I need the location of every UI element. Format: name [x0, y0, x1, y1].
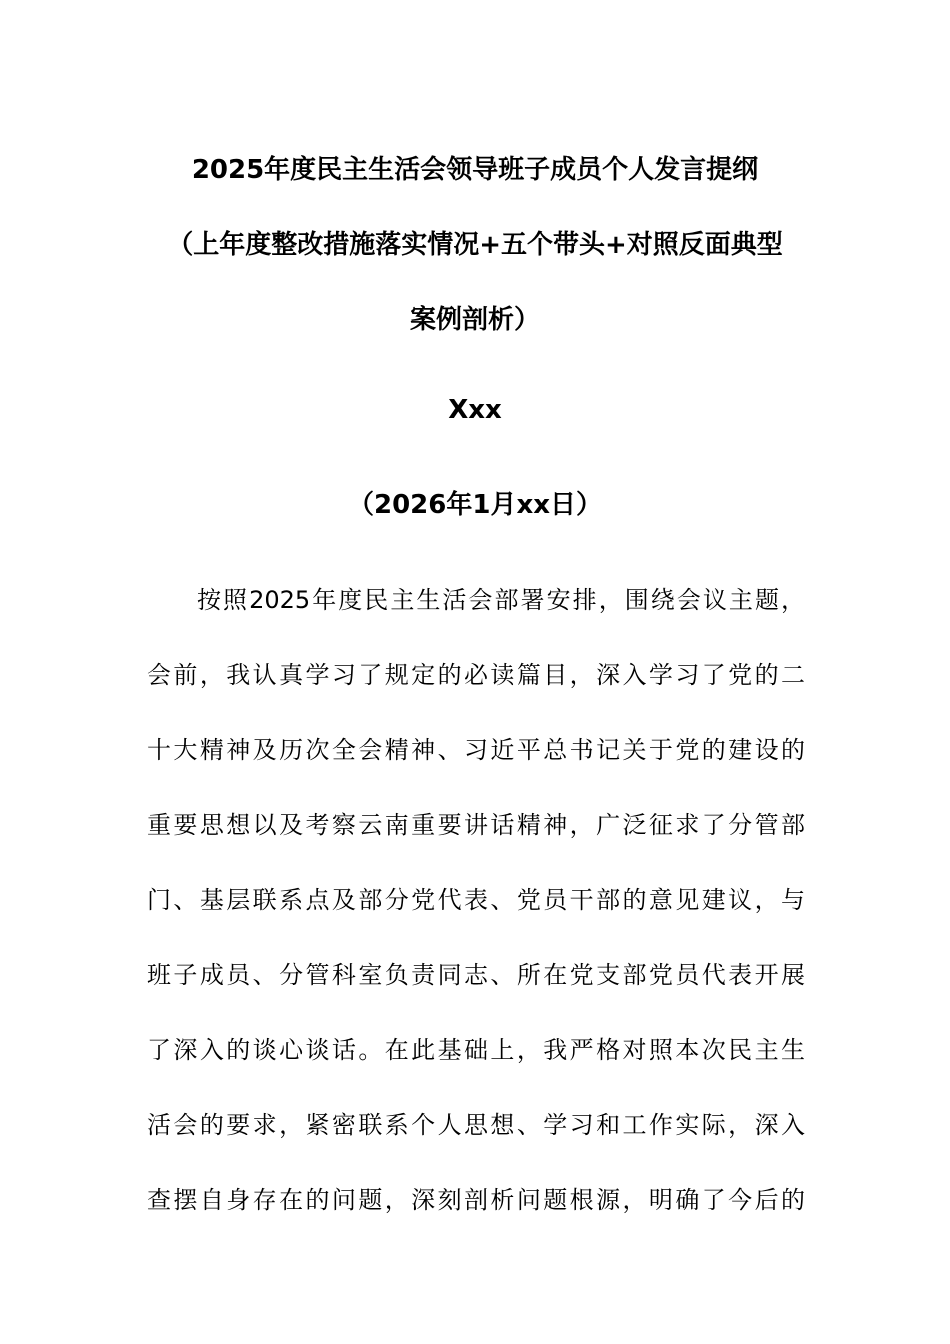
- author-name: Xxx: [448, 395, 502, 425]
- body-line: 活会的要求，紧密联系个人思想、学习和工作实际，深入: [147, 1111, 805, 1139]
- body-line: 十大精神及历次全会精神、习近平总书记关于党的建设的: [147, 736, 805, 764]
- body-line: 了深入的谈心谈话。在此基础上，我严格对照本次民主生: [147, 1036, 805, 1064]
- title-line-2: （上年度整改措施落实情况+五个带头+对照反面典型: [167, 230, 783, 260]
- body-line: 按照2025年度民主生活会部署安排，围绕会议主题，: [197, 586, 805, 614]
- title-line-1: 2025年度民主生活会领导班子成员个人发言提纲: [191, 155, 759, 185]
- document-date: （2026年1月xx日）: [348, 490, 602, 520]
- body-line: 班子成员、分管科室负责同志、所在党支部党员代表开展: [147, 961, 805, 989]
- title-line-3: 案例剖析）: [409, 305, 540, 335]
- body-line: 重要思想以及考察云南重要讲话精神，广泛征求了分管部: [147, 811, 805, 839]
- body-line: 查摆自身存在的问题，深刻剖析问题根源，明确了今后的: [147, 1186, 805, 1214]
- body-line: 门、基层联系点及部分党代表、党员干部的意见建议，与: [147, 886, 805, 914]
- body-line: 会前，我认真学习了规定的必读篇目，深入学习了党的二: [147, 661, 805, 689]
